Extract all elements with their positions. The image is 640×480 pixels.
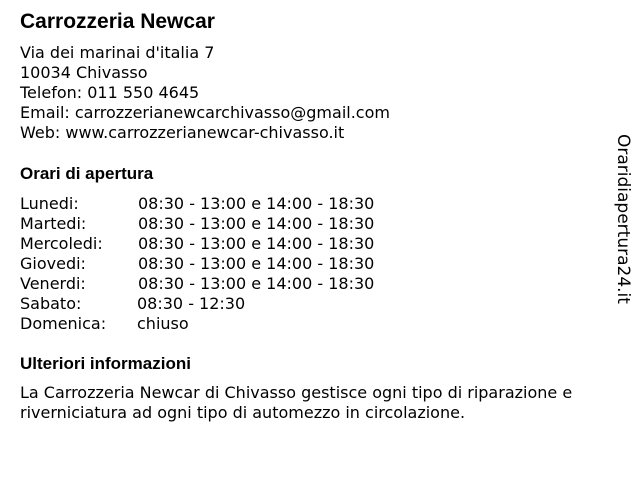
city-line: 10034 Chivasso	[20, 63, 148, 82]
hours-row-thursday	[20, 254, 440, 274]
info-heading: Ulteriori informazioni	[20, 354, 191, 373]
time-value: 08:30 - 13:00 e 14:00 - 18:30	[138, 274, 375, 293]
email-line: Email: carrozzerianewcarchivasso@gmail.com	[20, 103, 390, 122]
info-description: La Carrozzeria Newcar di Chivasso gestisce ogni tipo di riparazione e riverniciatura ad ogni tipo di automezzo in circolazione.	[20, 383, 573, 422]
time-value: 08:30 - 13:00 e 14:00 - 18:30	[138, 194, 375, 213]
day-label: Domenica:	[20, 314, 107, 333]
watermark-brand	[612, 134, 634, 312]
watermark-text: Oraridiapertura24.it	[613, 134, 633, 304]
time-value: 08:30 - 13:00 e 14:00 - 18:30	[138, 254, 375, 273]
hours-row-sunday	[20, 314, 440, 334]
hours-heading: Orari di apertura	[20, 164, 154, 183]
day-label: Giovedi:	[20, 254, 86, 273]
business-name: Carrozzeria Newcar	[20, 10, 215, 33]
phone-line: Telefon: 011 550 4645	[20, 83, 200, 102]
address-line: Via dei marinai d'italia 7	[20, 43, 215, 62]
time-value: chiuso	[137, 314, 189, 333]
time-value: 08:30 - 13:00 e 14:00 - 18:30	[138, 234, 375, 253]
hours-row-friday	[20, 274, 440, 294]
hours-row-monday	[20, 194, 440, 214]
hours-row-saturday	[20, 294, 440, 314]
day-label: Venerdi:	[20, 274, 86, 293]
hours-row-wednesday	[20, 234, 440, 254]
day-label: Mercoledi:	[20, 234, 103, 253]
web-line: Web: www.carrozzerianewcar-chivasso.it	[20, 123, 345, 142]
opening-hours-table	[20, 194, 440, 334]
time-value: 08:30 - 13:00 e 14:00 - 18:30	[138, 214, 375, 233]
contact-block	[20, 43, 390, 143]
day-label: Martedi:	[20, 214, 87, 233]
hours-row-tuesday	[20, 214, 440, 234]
day-label: Sabato:	[20, 294, 82, 313]
day-label: Lunedi:	[20, 194, 79, 213]
time-value: 08:30 - 12:30	[137, 294, 246, 313]
